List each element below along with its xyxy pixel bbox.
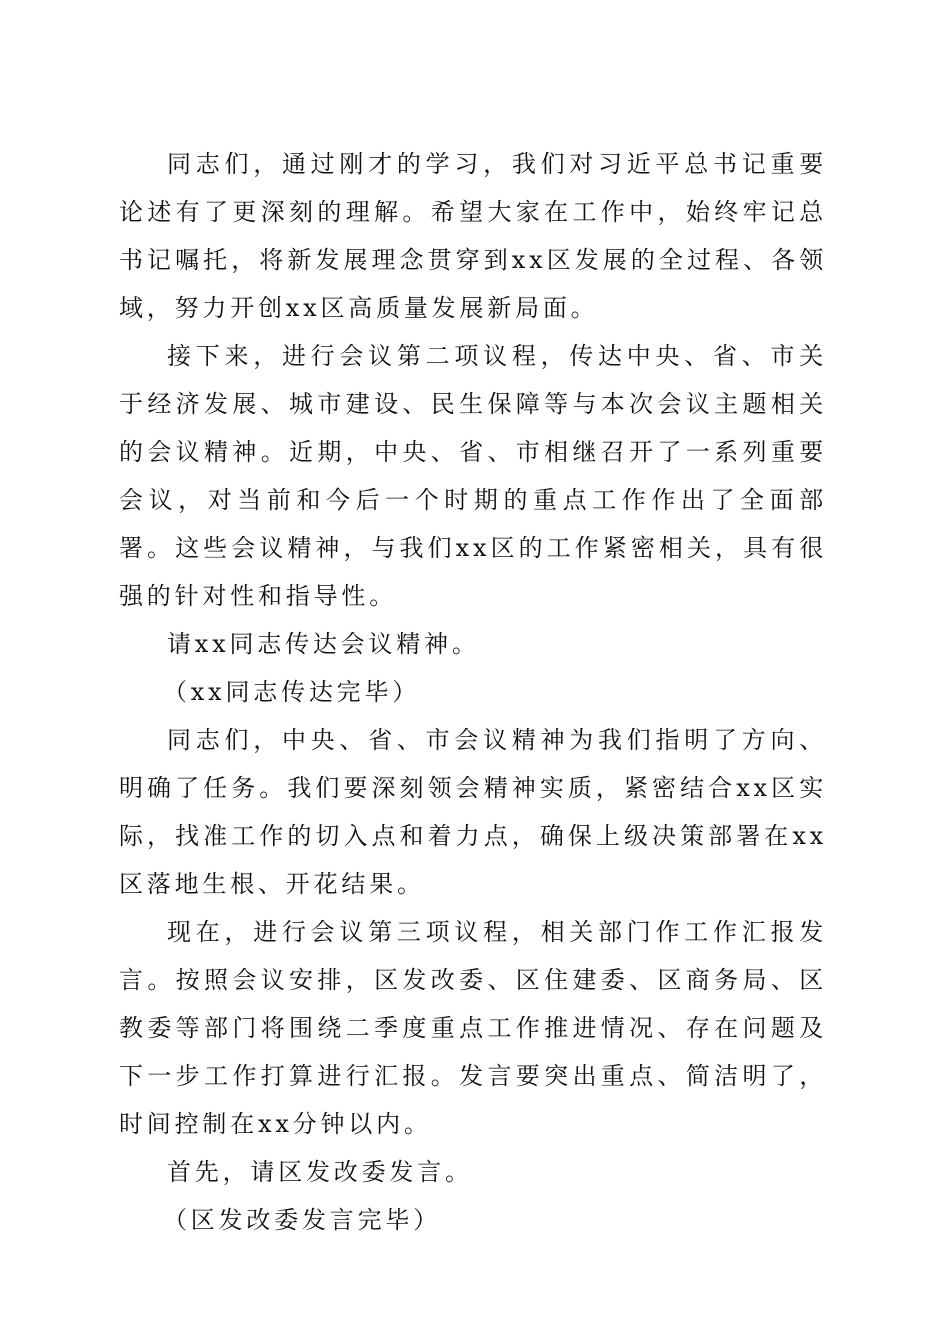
paragraph-summary-spirit: 同志们，中央、省、市会议精神为我们指明了方向、明确了任务。我们要深刻领会精神实质，紧密结合xx区实际，找准工作的切入点和着力点，确保上级决策部署在xx区落地生根、开花结果。	[119, 726, 827, 898]
paragraph-first-speaker: 首先，请区发改委发言。	[167, 1158, 473, 1186]
paragraph-agenda-item-three: 现在，进行会议第三项议程，相关部门作工作汇报发言。按照会议安排，区发改委、区住建委、区商务局、区教委等部门将围绕二季度重点工作推进情况、存在问题及下一步工作打算进行汇报。发言要突出重点、简洁明了，时间控制在xx分钟以内。	[119, 918, 827, 1138]
paragraph-stage-note-speech-done: （区发改委发言完毕）	[163, 1206, 441, 1234]
paragraph-stage-note-convey-done: （xx同志传达完毕）	[163, 678, 421, 706]
paragraph-summary-study: 同志们，通过刚才的学习，我们对习近平总书记重要论述有了更深刻的理解。希望大家在工作中，始终牢记总书记嘱托，将新发展理念贯穿到xx区发展的全过程、各领域，努力开创xx区高质量发展新局面。	[119, 150, 827, 322]
paragraph-agenda-item-two: 接下来，进行会议第二项议程，传达中央、省、市关于经济发展、城市建设、民生保障等与本次会议主题相关的会议精神。近期，中央、省、市相继召开了一系列重要会议，对当前和今后一个时期的重点工作作出了全面部署。这些会议精神，与我们xx区的工作紧密相关，具有很强的针对性和指导性。	[119, 342, 827, 610]
paragraph-request-convey: 请xx同志传达会议精神。	[167, 630, 480, 658]
document-body	[119, 140, 827, 1244]
